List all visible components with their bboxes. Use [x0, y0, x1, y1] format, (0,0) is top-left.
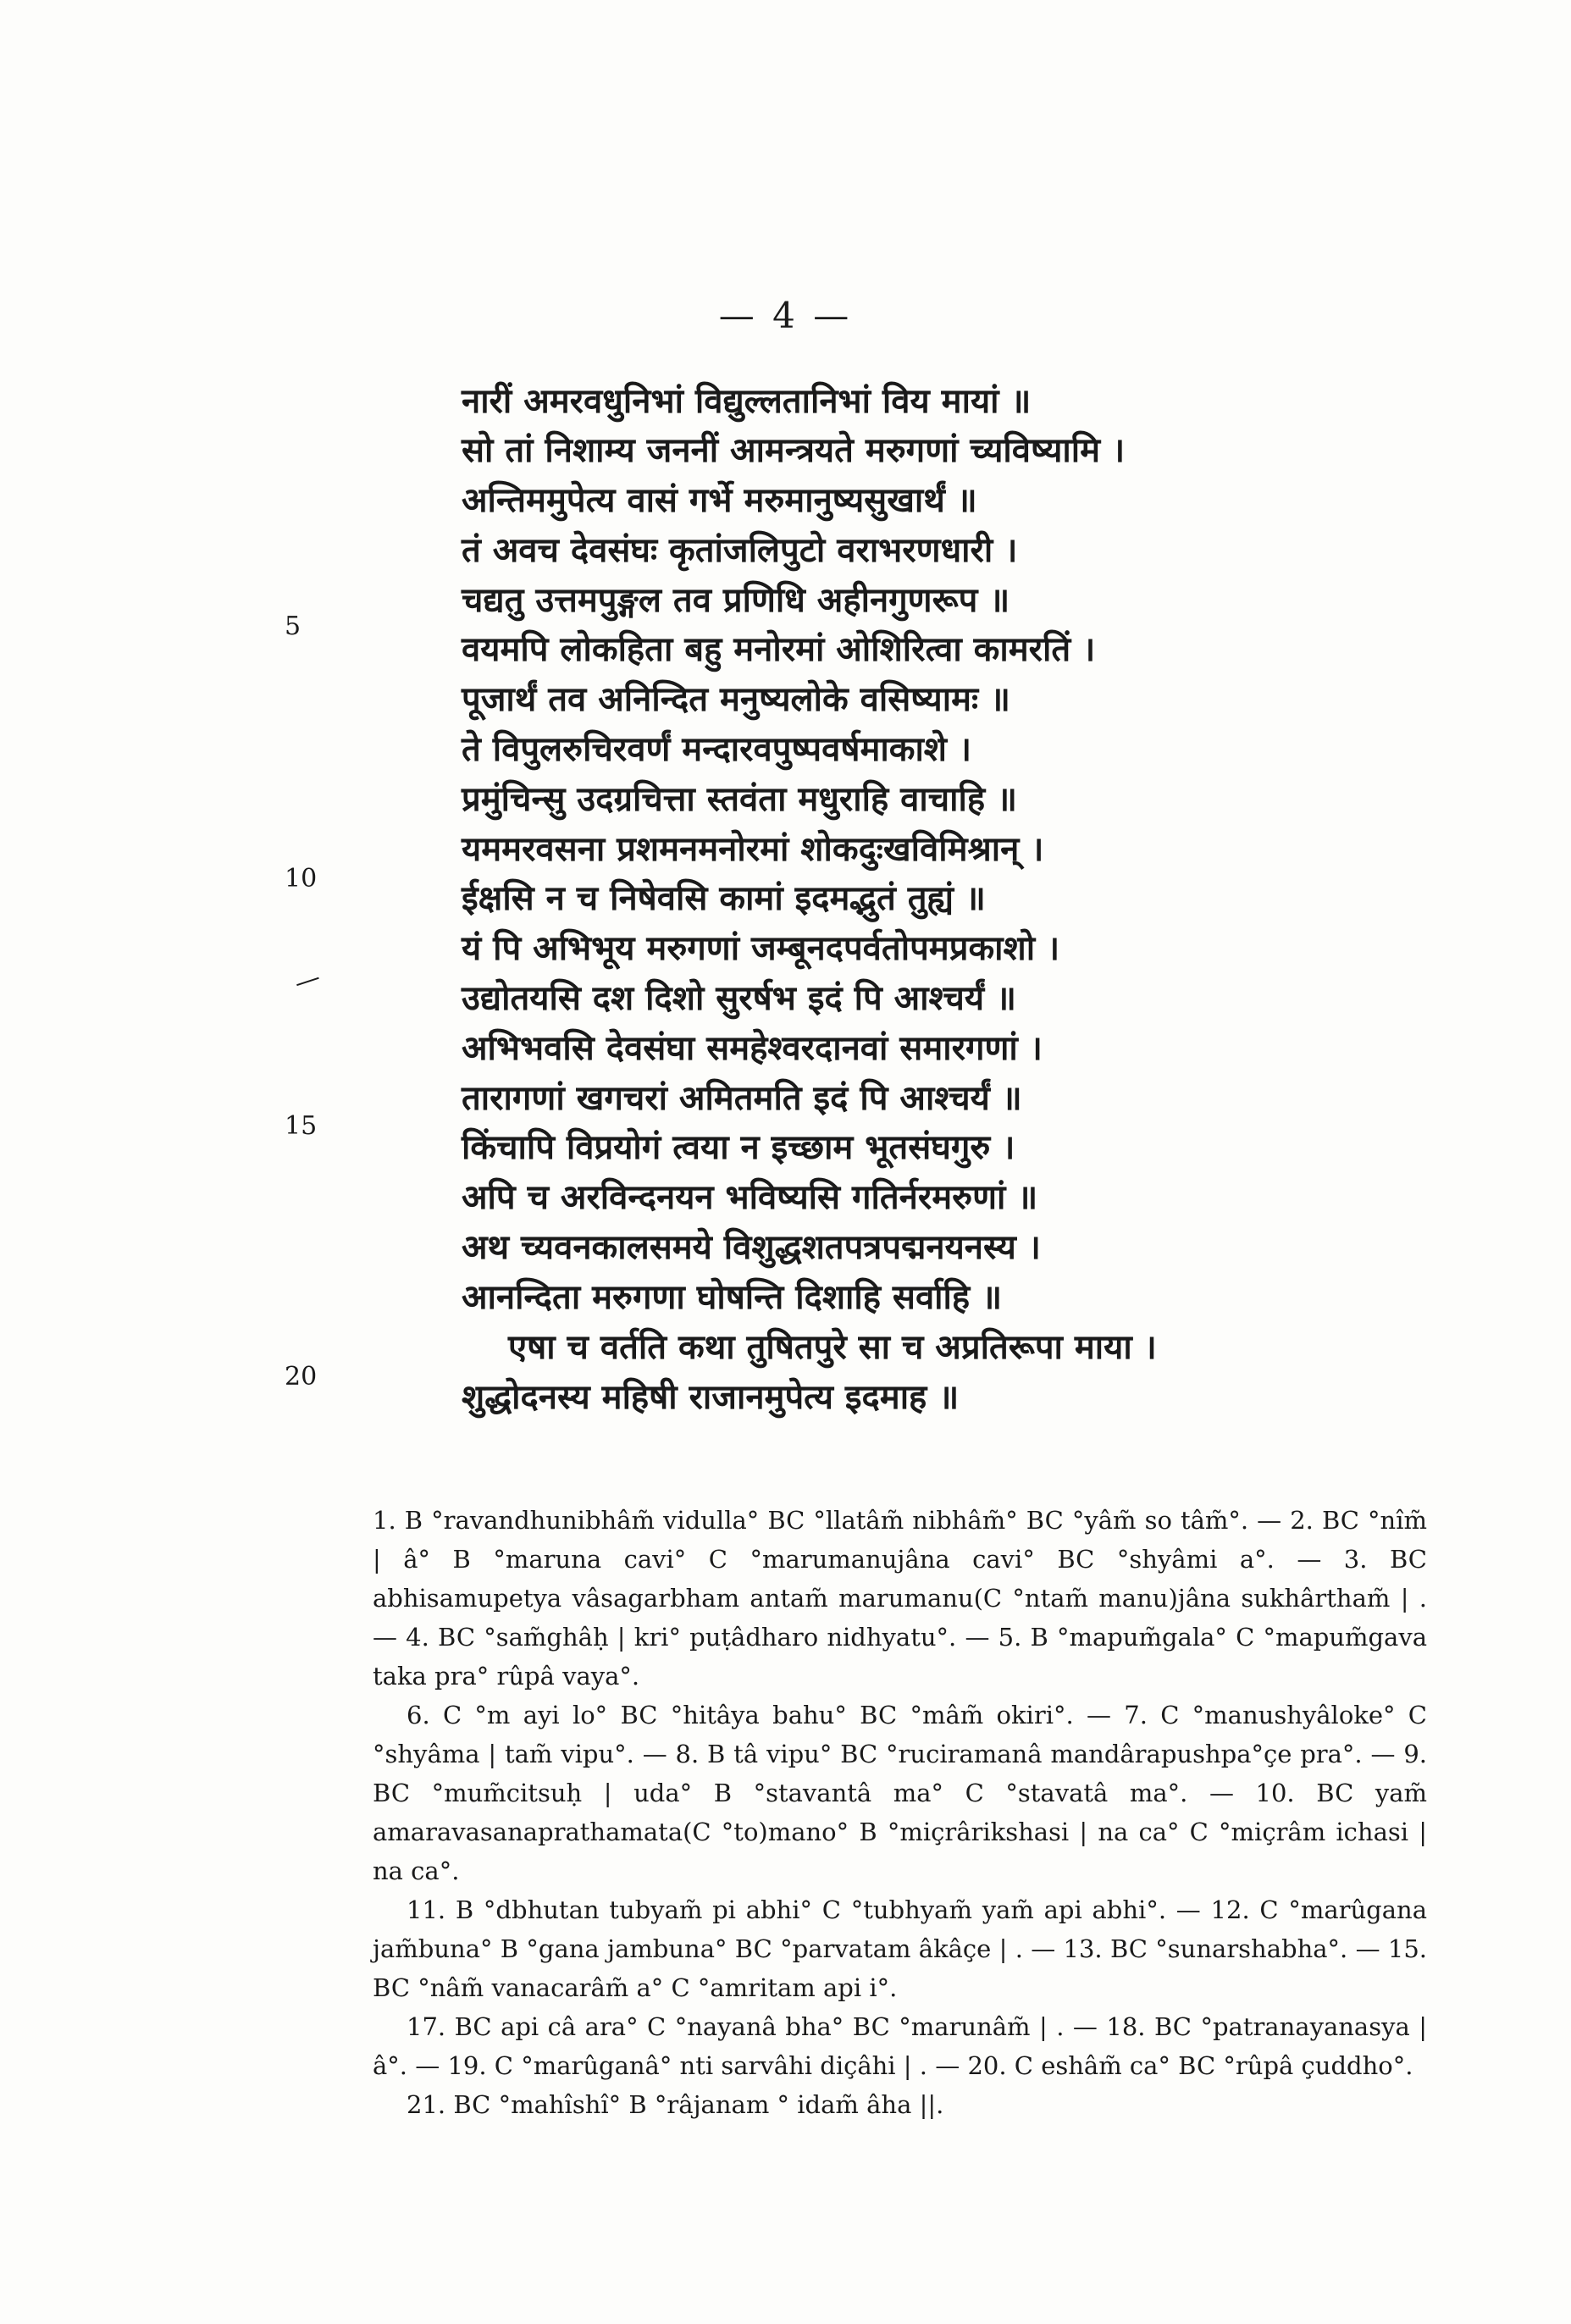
verse-line: प्रमुंचिन्सु उदग्रचित्ता स्तवंता मधुराहि वाचाहि ॥ — [462, 780, 1017, 819]
line-number: 15 — [285, 1111, 318, 1141]
verse-line: यं पि अभिभूय मरुगणां जम्बूनदपर्वतोपमप्रकाशो । — [462, 929, 1060, 968]
verse-line: अन्तिममुपेत्य वासं गर्भे मरुमानुष्यसुखार्थं ॥ — [462, 481, 977, 520]
verse-line: सो तां निशाम्य जननीं आमन्त्रयते मरुगणां च्यविष्यामि । — [462, 431, 1126, 470]
prose-line: एषा च वर्तति कथा तुषितपुरे सा च अप्रतिरूपा माया । — [508, 1328, 1157, 1367]
verse-line: यममरवसना प्रशमनमनोरमां शोकदुःखविमिश्रान् । — [462, 830, 1044, 869]
line-number: 5 — [285, 611, 301, 641]
line-number: 20 — [285, 1362, 318, 1392]
verse-line: पूजार्थं तव अनिन्दित मनुष्यलोके वसिष्यामः ॥ — [462, 680, 1010, 719]
verse-line: नारीं अमरवधुनिभां विद्युल्लतानिभां विय मायां ॥ — [462, 382, 1032, 421]
page-number: — 4 — — [718, 295, 853, 336]
verse-line: अभिभवसि देवसंघा समहेश्वरदानवां समारगणां । — [462, 1029, 1043, 1068]
footnote-paragraph: 6. C °m ayi lo° BC °hitâya bahu° BC °mâm̃ okiri°. — 7. C °manushyâloke° C °shyâma | tam̃ vipu°. — 8. B tâ vipu° BC °ruciramanâ mandârapushpa°çe pra°. — 9. BC °mum̃citsuḥ | uda° B °stavantâ ma° C °stavatâ ma°. — 10. BC yam̃ amaravasanaprathamata(C °to)mano° B °miçrârikshasi | na ca° C °miçrâm ichasi | na ca°. — [373, 1701, 1427, 1885]
prose-line: शुद्धोदनस्य महिषी राजानमुपेत्य इदमाह ॥ — [462, 1378, 960, 1417]
verse-line: वयमपि लोकहिता बहु मनोरमां ओशिरित्वा कामरतिं । — [462, 630, 1096, 669]
verse-line: अथ च्यवनकालसमये विशुद्धशतपत्रपद्मनयनस्य । — [462, 1228, 1041, 1267]
line-number: 10 — [285, 864, 318, 894]
verse-line: ईक्षसि न च निषेवसि कामां इदमद्भुतं तुह्यं ॥ — [462, 879, 986, 918]
verse-line: तारागणां खगचरां अमितमति इदं पि आश्चर्यं ॥ — [462, 1079, 1022, 1118]
verse-line: किंचापि विप्रयोगं त्वया न इच्छाम भूतसंघगुरु । — [462, 1128, 1015, 1167]
footnote-paragraph: 17. BC api câ ara° C °nayanâ bha° BC °marunâm̃ | . — 18. BC °patranayanasya | â°. — 19. C °marûganâ° nti sarvâhi diçâhi | . — 20. C eshâm̃ ca° BC °rûpâ çuddho°. — [373, 2012, 1427, 2080]
margin-mark: — — [290, 962, 324, 999]
verse-line: चद्यतु उत्तमपुङ्गल तव प्रणिधि अहीनगुणरूप ॥ — [462, 581, 1010, 620]
verse-line: तं अवच देवसंघः कृतांजलिपुटो वराभरणधारी । — [462, 531, 1018, 570]
footnotes — [373, 1501, 1427, 2124]
verse-line: अपि च अरविन्दनयन भविष्यसि गतिर्नरमरुणां ॥ — [462, 1178, 1038, 1217]
verse-line: ते विपुलरुचिरवर्णं मन्दारवपुष्पवर्षमाकाशे । — [462, 730, 972, 769]
footnote-paragraph: 21. BC °mahîshî° B °râjanam ° idam̃ âha ||. — [407, 2090, 944, 2119]
footnote-paragraph: 1. B °ravandhunibhâm̃ vidulla° BC °llatâm̃ nibhâm̃° BC °yâm̃ so tâm̃°. — 2. BC °nîm̃ | â° B °maruna cavi° C °marumanujâna cavi° BC °shyâmi a°. — 3. BC abhisamupetya vâsagarbham antam̃ marumanu(C °ntam̃ manu)jâna sukhârtham̃ | . — 4. BC °sam̃ghâḥ | kri° puṭâdharo nidhyatu°. — 5. B °mapum̃gala° C °mapum̃gava taka pra° rûpâ vaya°. — [373, 1506, 1427, 1690]
verse-line: उद्योतयसि दश दिशो सुरर्षभ इदं पि आश्चर्यं ॥ — [462, 979, 1016, 1018]
verse-line: आनन्दिता मरुगणा घोषन्ति दिशाहि सर्वाहि ॥ — [462, 1278, 1003, 1317]
footnote-paragraph: 11. B °dbhutan tubyam̃ pi abhi° C °tubhyam̃ yam̃ api abhi°. — 12. C °marûgana jam̃buna° B °gana jambuna° BC °parvatam âkâçe | . — 13. BC °sunarshabha°. — 15. BC °nâm̃ vanacarâm̃ a° C °amritam api i°. — [373, 1895, 1427, 2002]
